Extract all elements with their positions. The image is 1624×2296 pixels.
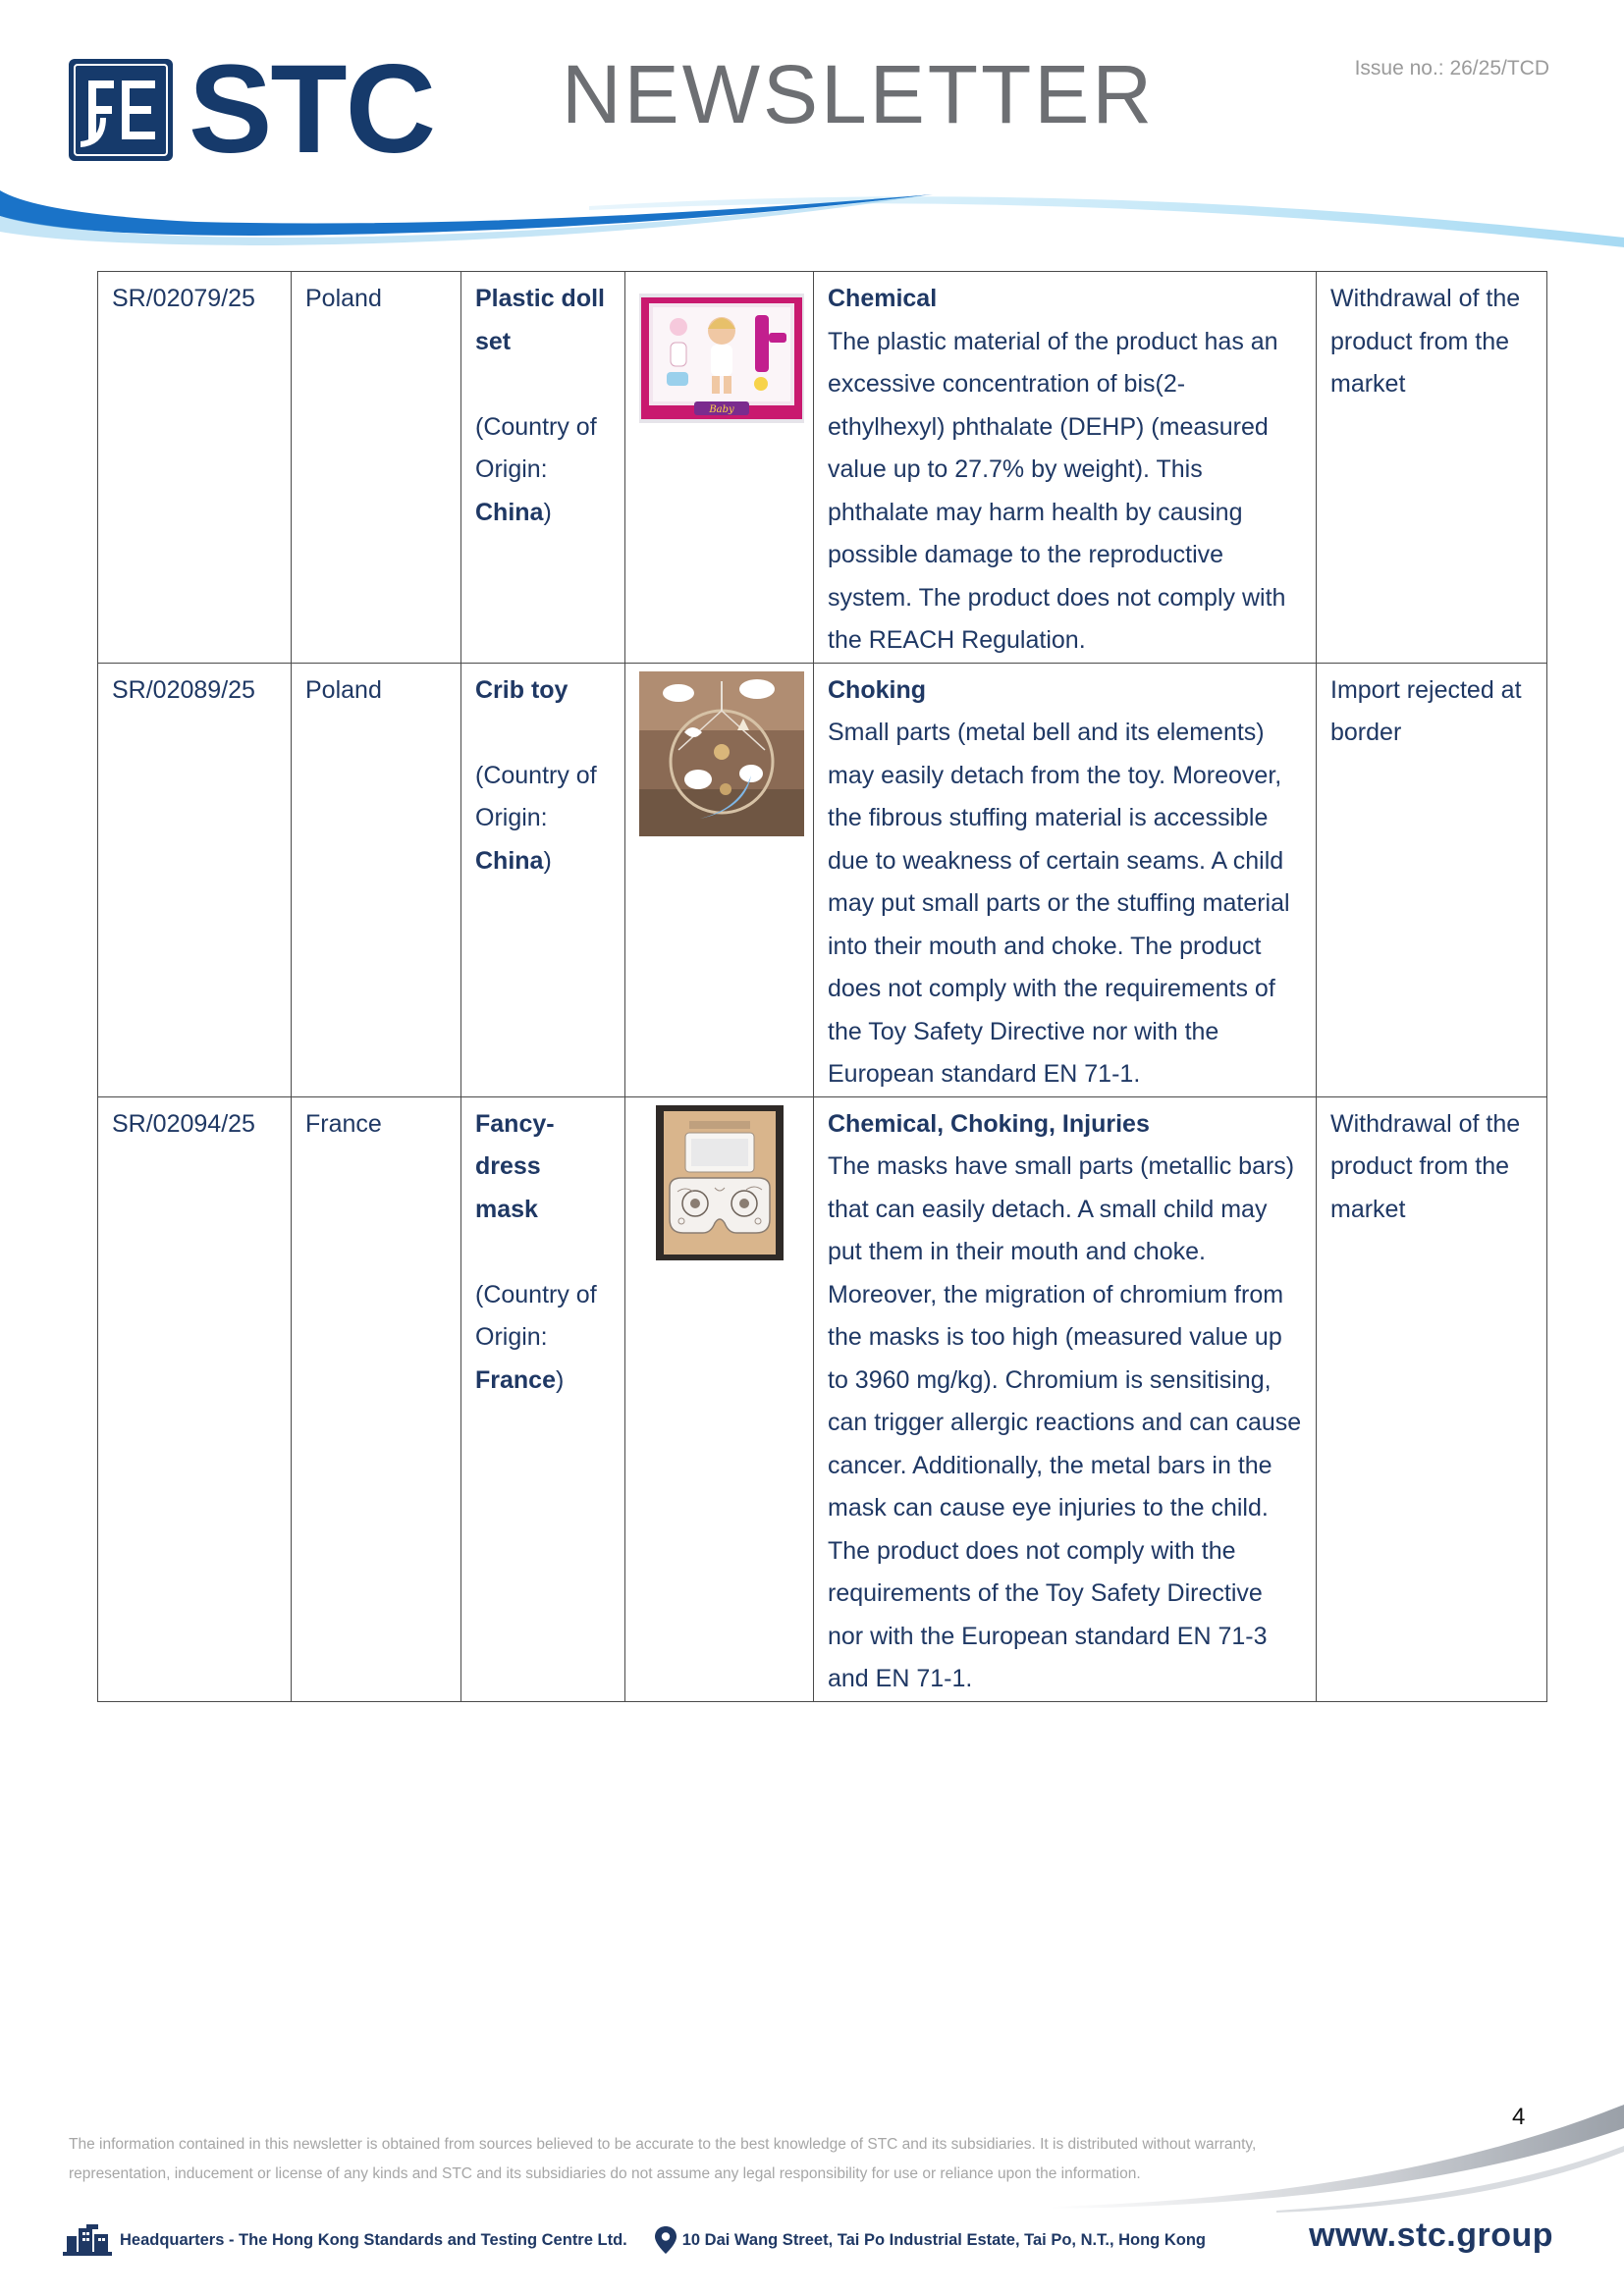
measures-cell: Withdrawal of the product from the market bbox=[1317, 272, 1547, 664]
product-cell bbox=[461, 1096, 625, 1701]
origin-prefix: (Country of Origin: bbox=[475, 1280, 597, 1351]
origin-suffix: ) bbox=[555, 1365, 565, 1394]
table-row bbox=[98, 663, 1547, 1096]
origin-country: China bbox=[475, 498, 544, 526]
risk-cell bbox=[814, 272, 1317, 664]
origin-suffix: ) bbox=[543, 846, 552, 875]
product-name: Crib toy bbox=[475, 675, 568, 704]
stc-logo-mark-icon bbox=[67, 57, 175, 163]
measures-cell: Withdrawal of the product from the market bbox=[1317, 1096, 1547, 1701]
disclaimer-text: The information contained in this newsletter is obtained from sources believed to be accurate to the best knowledge of STC and its subsidiaries. It is distributed without warranty, representation, inducement or license of any kinds and STC and its subsidiaries do not assume any legal responsibility for use or reliance upon the information. bbox=[69, 2136, 1257, 2182]
header-swoosh-decoration bbox=[0, 177, 1624, 265]
risk-description: Small parts (metal bell and its elements) may easily detach from the toy. Moreover, the fibrous stuffing material is accessible due to weakness of certain seams. A child may put small parts or the stuffing material into their mouth and choke. The product does not comply with the requirements of the Toy Safety Directive nor with the European standard EN 71-1. bbox=[828, 719, 1290, 1088]
fancy-dress-mask-image bbox=[656, 1105, 784, 1260]
risk-description: The masks have small parts (metallic bars) that can easily detach. A small child may put them in their mouth and choke. Moreover, the migration of chromium from the masks is too high (measured value up to 3960 mg/kg). Chromium is sensitising, can trigger allergic reactions and can cause cancer. Additionally, the metal bars in the mask can cause eye injuries to the child. The product does not comply with the requirements of the Toy Safety Directive nor with the European standard EN 71-3 and EN 71-1. bbox=[828, 1152, 1302, 1692]
building-icon bbox=[63, 2224, 112, 2256]
product-name: Fancy-dress mask bbox=[475, 1109, 555, 1223]
address-text: 10 Dai Wang Street, Tai Po Industrial Estate, Tai Po, N.T., Hong Kong bbox=[681, 2230, 1206, 2249]
website-link[interactable]: www.stc.group bbox=[1309, 2216, 1553, 2254]
origin-prefix: (Country of Origin: bbox=[475, 412, 597, 483]
plastic-doll-set-image bbox=[639, 294, 804, 423]
reference-cell: SR/02094/25 bbox=[98, 1096, 292, 1701]
newsletter-title: NEWSLETTER bbox=[562, 48, 1156, 140]
table-row bbox=[98, 272, 1547, 664]
notifying-country-cell: France bbox=[292, 1096, 461, 1701]
notifying-country-cell: Poland bbox=[292, 663, 461, 1096]
location-pin-icon bbox=[655, 2226, 677, 2254]
table-row bbox=[98, 1096, 1547, 1701]
headquarters-text: Headquarters - The Hong Kong Standards and Testing Centre Ltd. bbox=[120, 2230, 627, 2249]
risk-cell bbox=[814, 1096, 1317, 1701]
risk-type: Chemical, Choking, Injuries bbox=[828, 1109, 1150, 1138]
product-cell bbox=[461, 663, 625, 1096]
product-image-cell bbox=[625, 663, 814, 1096]
country-of-origin bbox=[475, 406, 611, 535]
product-image-cell bbox=[625, 272, 814, 664]
product-image-cell bbox=[625, 1096, 814, 1701]
reference-cell: SR/02089/25 bbox=[98, 663, 292, 1096]
page-number: 4 bbox=[1512, 2104, 1526, 2130]
risk-type: Chemical bbox=[828, 285, 938, 312]
origin-suffix: ) bbox=[543, 498, 552, 526]
risk-description: The plastic material of the product has an excessive concentration of bis(2-ethylhexyl) phthalate (DEHP) (measured value up to 27.7% by weight). This phthalate may harm health by causing possible damage to the reproductive system. The product does not comply with the REACH Regulation. bbox=[828, 327, 1286, 654]
origin-country: China bbox=[475, 846, 544, 875]
product-name: Plastic doll set bbox=[475, 285, 605, 355]
product-cell bbox=[461, 272, 625, 664]
origin-prefix: (Country of Origin: bbox=[475, 761, 597, 831]
product-recall-table bbox=[97, 271, 1547, 1702]
risk-type: Choking bbox=[828, 675, 926, 704]
logo-text: STC bbox=[189, 39, 434, 180]
notifying-country-cell: Poland bbox=[292, 272, 461, 664]
measures-cell: Import rejected at border bbox=[1317, 663, 1547, 1096]
issue-number: Issue no.: 26/25/TCD bbox=[1354, 57, 1549, 80]
country-of-origin bbox=[475, 1274, 611, 1403]
origin-country: France bbox=[475, 1365, 556, 1394]
svg-text:Baby: Baby bbox=[709, 404, 734, 415]
country-of-origin bbox=[475, 755, 611, 883]
crib-toy-image bbox=[639, 671, 804, 836]
risk-cell bbox=[814, 663, 1317, 1096]
reference-cell: SR/02079/25 bbox=[98, 272, 292, 664]
stc-logo bbox=[67, 39, 434, 180]
